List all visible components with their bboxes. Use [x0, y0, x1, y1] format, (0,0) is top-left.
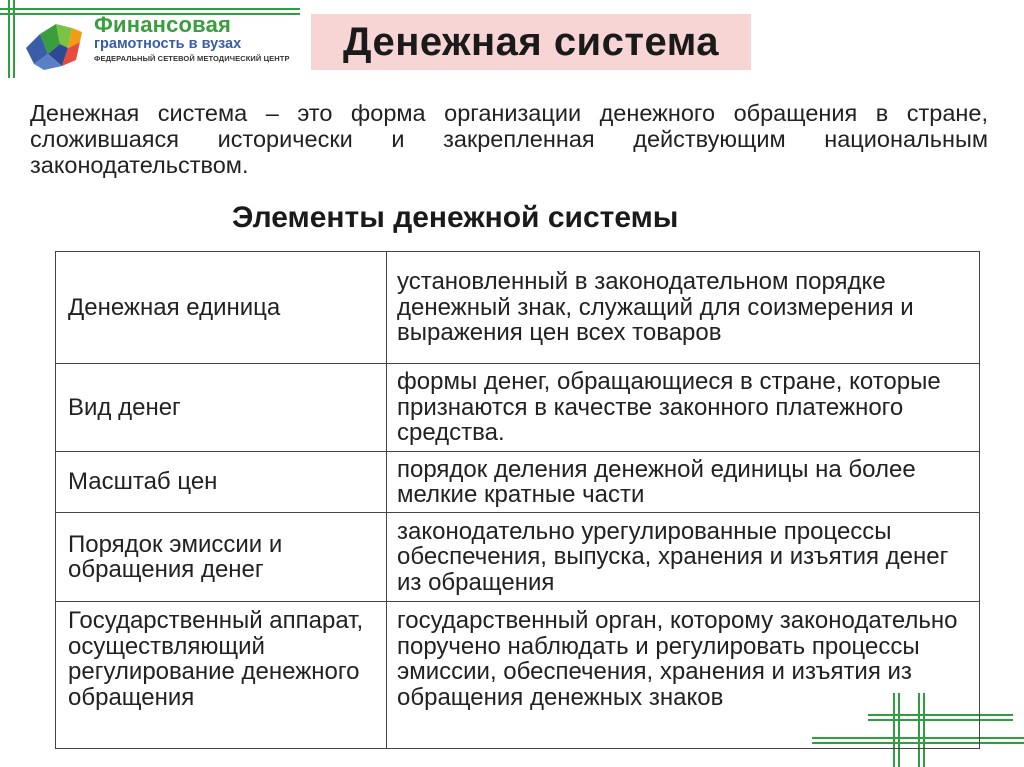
logo-line-1: Финансовая: [94, 12, 232, 37]
element-description-cell: установленный в законодательном порядке денежный знак, служащий для соизмерения и выражения цен всех товаров: [387, 252, 980, 364]
element-name-cell: Масштаб цен: [56, 452, 387, 513]
table-row: [56, 513, 980, 602]
element-name-cell: Государственный аппарат, осуществляющий регулирование денежного обращения: [56, 602, 387, 749]
corner-line-decoration: [8, 0, 10, 78]
corner-line-decoration: [13, 0, 15, 78]
element-description-cell: порядок деления денежной единицы на более мелкие кратные части: [387, 452, 980, 513]
logo-line-3: ФЕДЕРАЛЬНЫЙ СЕТЕВОЙ МЕТОДИЧЕСКИЙ ЦЕНТР: [94, 54, 290, 63]
element-name-cell: Денежная единица: [56, 252, 387, 364]
table-row: [56, 364, 980, 452]
table-row: [56, 452, 980, 513]
elements-table: [55, 251, 980, 749]
element-description-cell: формы денег, обращающиеся в стране, которые признаются в качестве законного платежного средства.: [387, 364, 980, 452]
element-name-cell: Порядок эмиссии и обращения денег: [56, 513, 387, 602]
definition-paragraph: Денежная система – это форма организации денежного обращения в стране, сложившаяся исторически и закрепленная действующим национальным законодательством.: [30, 100, 988, 178]
element-description-cell: законодательно урегулированные процессы обеспечения, выпуска, хранения и изъятия денег из обращения: [387, 513, 980, 602]
table-row: [56, 602, 980, 749]
title-banner: [311, 14, 751, 70]
element-name-cell: Вид денег: [56, 364, 387, 452]
financial-literacy-logo-icon: [22, 14, 86, 70]
logo: [22, 12, 292, 72]
table-row: [56, 252, 980, 364]
section-subtitle: Элементы денежной системы: [232, 201, 679, 234]
element-description-cell: государственный орган, которому законодательно поручено наблюдать и регулировать процессы эмиссии, обеспечения, хранения и изъятия из обращения денежных знаков: [387, 602, 980, 749]
page-title: Денежная система: [342, 19, 720, 64]
logo-line-2: грамотность в вузах: [94, 36, 242, 52]
corner-line-decoration: [0, 8, 300, 10]
